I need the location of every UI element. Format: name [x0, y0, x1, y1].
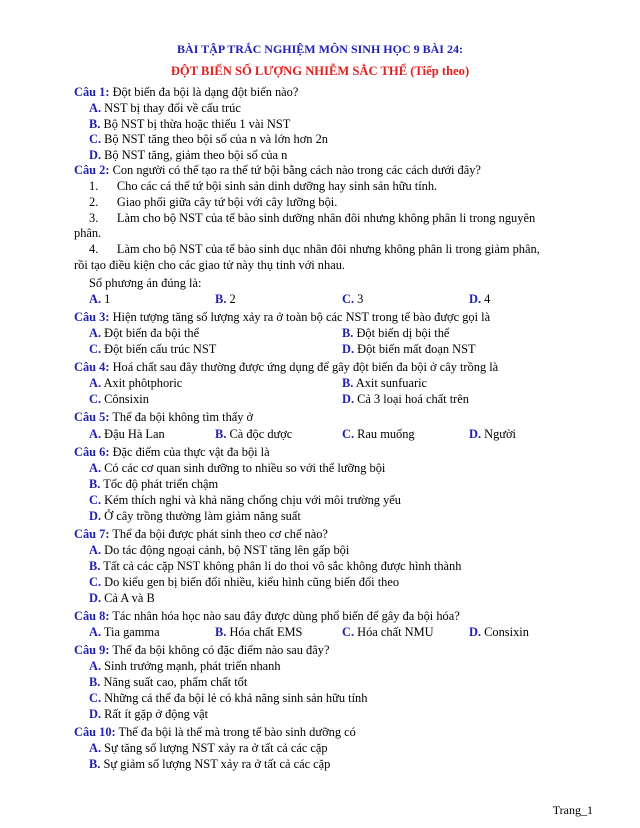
- option: [89, 675, 247, 690]
- option-text: Người: [481, 427, 516, 441]
- option-text: NST bị thay đổi về cấu trúc: [101, 101, 241, 115]
- option-letter: A.: [89, 741, 102, 755]
- option: [89, 707, 208, 722]
- option-letter: A.: [89, 292, 102, 306]
- option-letter: C.: [89, 575, 102, 589]
- option: [89, 376, 182, 391]
- option-letter: B.: [215, 625, 227, 639]
- option-text: Đột biến cấu trúc NST: [101, 342, 217, 356]
- option-letter: D.: [89, 509, 102, 523]
- option-text: Đột biến dị bội thể: [353, 326, 450, 340]
- option-text: Bộ NST tăng theo bội số của n và lớn hơn 2n: [101, 132, 328, 146]
- option: [342, 376, 427, 391]
- question-8: [74, 609, 460, 624]
- list-item-continued: rồi tạo điều kiện cho các giao tử này thụ tinh với nhau.: [74, 258, 345, 272]
- question-4: [74, 360, 498, 375]
- list-item: 2. Giao phối giữa cây tứ bội với cây lưỡng bội.: [89, 195, 338, 209]
- option-text: Có các cơ quan sinh dưỡng to nhiều so với thể lưỡng bội: [101, 461, 386, 475]
- option-letter: D.: [469, 292, 482, 306]
- question-label: Câu 3:: [74, 310, 110, 324]
- option: [89, 575, 399, 590]
- option-letter: D.: [89, 148, 102, 162]
- option: [89, 493, 401, 508]
- option-text: Bộ NST bị thừa hoặc thiếu 1 vài NST: [100, 117, 291, 131]
- question-text: Đặc điểm của thực vật đa bội là: [109, 445, 270, 459]
- option-letter: C.: [89, 493, 102, 507]
- question-label: Câu 2:: [74, 163, 110, 177]
- option: [89, 543, 349, 558]
- question-9: [74, 643, 329, 658]
- question-text: Con người có thể tạo ra thể tứ bội bằng cách nào trong các cách dưới đây?: [109, 163, 481, 177]
- option-letter: A.: [89, 461, 102, 475]
- question-label: Câu 9:: [74, 643, 110, 657]
- option-letter: B.: [215, 427, 227, 441]
- option-letter: A.: [89, 427, 102, 441]
- list-item-continued: phân.: [74, 226, 102, 240]
- option-letter: D.: [469, 427, 482, 441]
- option-text: Cả A và B: [101, 591, 155, 605]
- page-number: Trang_1: [552, 803, 593, 817]
- option-letter: B.: [342, 326, 354, 340]
- list-item: 1. Cho các cá thể tứ bội sinh sản dinh dưỡng hay sinh sản hữu tính.: [89, 179, 438, 193]
- option: [342, 342, 476, 357]
- option: [89, 509, 301, 524]
- option-letter: A.: [89, 543, 102, 557]
- option-text: Do kiểu gen bị biến đổi nhiều, kiểu hình cũng biến đổi theo: [101, 575, 400, 589]
- option-text: Cả 3 loại hoá chất trên: [354, 392, 469, 406]
- option-text: Đột biến mất đoạn NST: [354, 342, 476, 356]
- option-letter: B.: [215, 292, 227, 306]
- option-text: Cà độc dược: [226, 427, 293, 441]
- question-label: Câu 10:: [74, 725, 116, 739]
- question-text: Tác nhân hóa học nào sau đây được dùng phổ biến để gây đa bội hóa?: [109, 609, 460, 623]
- option-text: Axit phôtphoric: [101, 376, 183, 390]
- option: [89, 691, 367, 706]
- list-item: 3. Làm cho bộ NST của tế bào sinh dưỡng nhân đôi nhưng không phân li trong nguyên: [89, 211, 536, 225]
- option-text: Consixin: [481, 625, 529, 639]
- option-text: Đậu Hà Lan: [101, 427, 165, 441]
- option: [89, 117, 290, 132]
- option-letter: C.: [89, 392, 102, 406]
- option-letter: A.: [89, 101, 102, 115]
- option: [215, 427, 292, 442]
- option-text: Axit sunfuaric: [353, 376, 428, 390]
- option-text: 3: [354, 292, 364, 306]
- option-letter: C.: [342, 625, 355, 639]
- option-text: Rất ít gặp ở động vật: [101, 707, 209, 721]
- option-letter: A.: [89, 376, 102, 390]
- option: [215, 292, 236, 307]
- option: [89, 591, 155, 606]
- list-item: 4. Làm cho bộ NST của tế bào sinh dục nhân đôi nhưng không phân li trong giảm phân,: [89, 242, 540, 256]
- option: [215, 625, 302, 640]
- option: [89, 757, 330, 772]
- question-5: [74, 410, 253, 425]
- question-2: [74, 163, 481, 178]
- question-label: Câu 8:: [74, 609, 110, 623]
- question-10: [74, 725, 356, 740]
- option-letter: C.: [89, 691, 102, 705]
- question-label: Câu 6:: [74, 445, 110, 459]
- option: [342, 427, 415, 442]
- option-letter: A.: [89, 625, 102, 639]
- question-prompt: Số phương án đúng là:: [89, 276, 202, 290]
- option-text: 4: [481, 292, 491, 306]
- question-label: Câu 7:: [74, 527, 110, 541]
- option-letter: C.: [89, 342, 102, 356]
- option-text: Hóa chất NMU: [354, 625, 434, 639]
- option: [342, 292, 363, 307]
- option-letter: D.: [342, 392, 355, 406]
- option-text: Ở cây trồng thường làm giảm năng suất: [101, 509, 301, 523]
- option: [89, 101, 241, 116]
- option-letter: D.: [89, 707, 102, 721]
- question-text: Hiện tượng tăng số lượng xảy ra ở toàn bộ các NST trong tế bào được gọi là: [109, 310, 491, 324]
- question-text: Thể đa bội là thể mà trong tế bào sinh dưỡng có: [115, 725, 356, 739]
- option-letter: C.: [342, 292, 355, 306]
- option-letter: A.: [89, 326, 102, 340]
- option: [89, 342, 216, 357]
- option-letter: A.: [89, 659, 102, 673]
- option: [89, 625, 160, 640]
- option-letter: D.: [89, 591, 102, 605]
- option-text: Cônsixin: [101, 392, 149, 406]
- option: [89, 427, 165, 442]
- option: [89, 392, 149, 407]
- option-text: Tất cả các cặp NST không phân li do thoi vô sắc không được hình thành: [100, 559, 462, 573]
- document-title: BÀI TẬP TRẮC NGHIỆM MÔN SINH HỌC 9 BÀI 24:: [177, 42, 463, 56]
- option: [89, 559, 461, 574]
- question-label: Câu 4:: [74, 360, 110, 374]
- option-text: Kém thích nghi và khả năng chống chịu với môi trường yếu: [101, 493, 401, 507]
- option: [469, 625, 529, 640]
- option-text: Những cá thể đa bội lẻ có khả năng sinh sản hữu tính: [101, 691, 368, 705]
- option: [342, 326, 449, 341]
- question-text: Thể đa bội không tìm thấy ở: [109, 410, 254, 424]
- question-3: [74, 310, 490, 325]
- question-label: Câu 1:: [74, 85, 110, 99]
- option: [89, 477, 218, 492]
- question-7: [74, 527, 328, 542]
- option-text: Đột biến đa bội thể: [101, 326, 200, 340]
- option-text: Sự tăng số lượng NST xảy ra ở tất cả các cặp: [101, 741, 328, 755]
- option-letter: D.: [342, 342, 355, 356]
- option-text: Bộ NST tăng, giảm theo bội số của n: [101, 148, 288, 162]
- option-letter: B.: [89, 117, 101, 131]
- option: [469, 292, 490, 307]
- question-text: Hoá chất sau đây thường được ứng dụng để gây đột biến đa bội ở cây trồng là: [109, 360, 499, 374]
- document-subtitle: ĐỘT BIẾN SỐ LƯỢNG NHIỄM SẮC THỂ (Tiếp theo): [170, 64, 470, 78]
- option-text: Hóa chất EMS: [226, 625, 303, 639]
- option-letter: B.: [89, 675, 101, 689]
- question-text: Đột biến đa bội là dạng đột biến nào?: [109, 85, 299, 99]
- option-text: Tia gamma: [101, 625, 160, 639]
- option: [342, 392, 469, 407]
- question-label: Câu 5:: [74, 410, 110, 424]
- option: [342, 625, 434, 640]
- option-letter: B.: [89, 559, 101, 573]
- option-letter: B.: [342, 376, 354, 390]
- option: [89, 132, 328, 147]
- option: [469, 427, 516, 442]
- option-text: Rau muống: [354, 427, 415, 441]
- option-letter: C.: [342, 427, 355, 441]
- option-text: Sự giảm số lượng NST xảy ra ở tất cả các cặp: [100, 757, 331, 771]
- option: [89, 659, 281, 674]
- option-text: Sinh trưởng mạnh, phát triển nhanh: [101, 659, 281, 673]
- option-text: Năng suất cao, phẩm chất tốt: [100, 675, 248, 689]
- question-text: Thể đa bội được phát sinh theo cơ chế nào?: [109, 527, 328, 541]
- option-text: Do tác động ngoại cảnh, bộ NST tăng lên gấp bội: [101, 543, 350, 557]
- option: [89, 461, 385, 476]
- option: [89, 292, 110, 307]
- option-text: 2: [226, 292, 236, 306]
- option-letter: B.: [89, 477, 101, 491]
- option-text: 1: [101, 292, 111, 306]
- option-letter: B.: [89, 757, 101, 771]
- option: [89, 148, 287, 163]
- option: [89, 741, 328, 756]
- option-letter: D.: [469, 625, 482, 639]
- option: [89, 326, 199, 341]
- question-6: [74, 445, 270, 460]
- option-letter: C.: [89, 132, 102, 146]
- question-text: Thể đa bội không có đặc điểm nào sau đây?: [109, 643, 330, 657]
- question-1: [74, 85, 298, 100]
- option-text: Tốc độ phát triển chậm: [100, 477, 219, 491]
